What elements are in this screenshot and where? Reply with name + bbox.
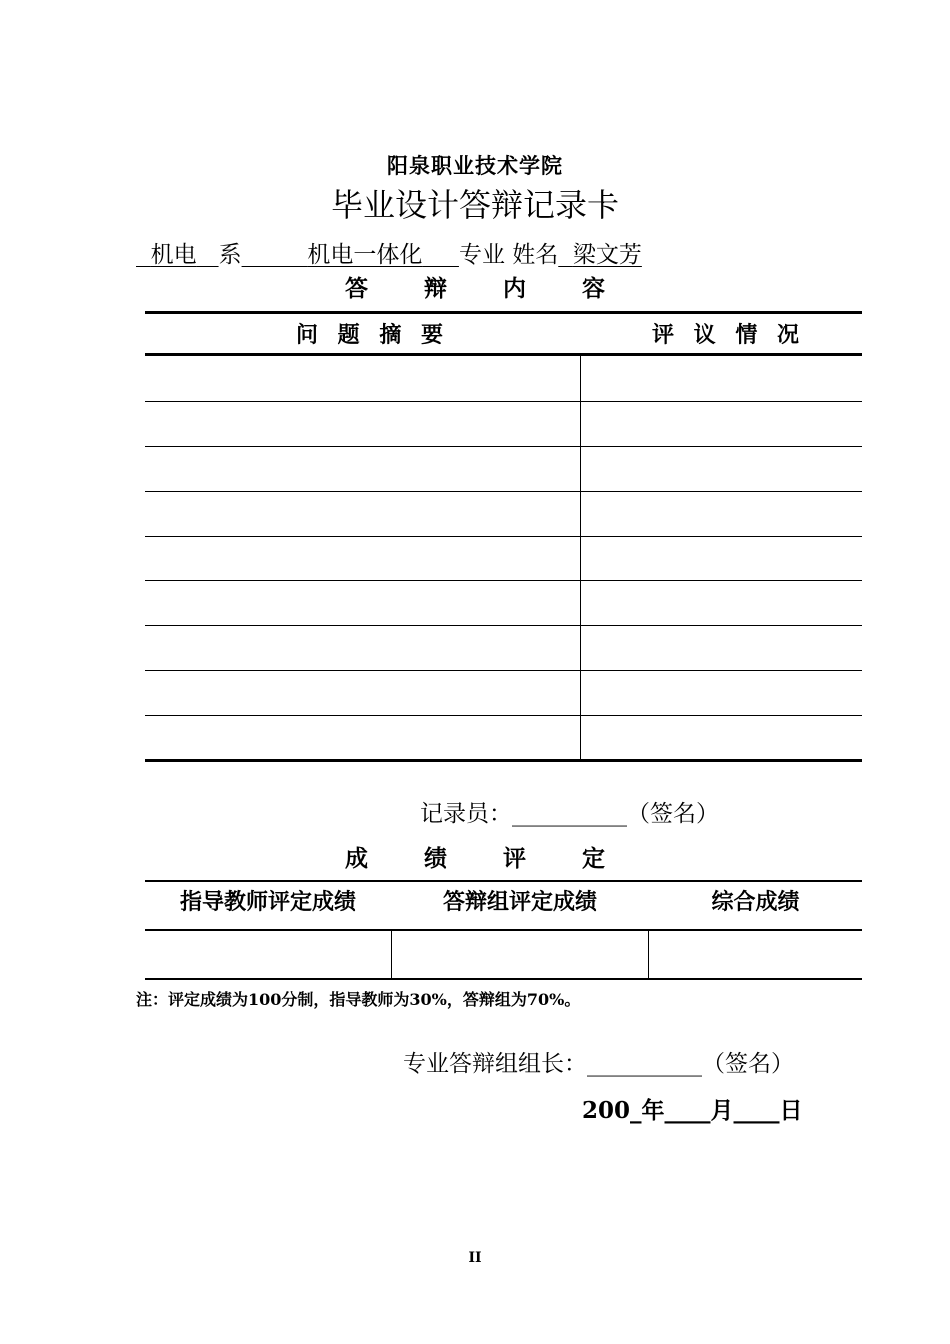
table-bottom-border: [145, 759, 862, 762]
column-divider: [580, 356, 581, 760]
header-bottom-border: [145, 353, 862, 356]
col-question-header: 问 题 摘 要: [296, 322, 449, 348]
table-row-separator: [145, 446, 862, 447]
date-year: 200_年: [582, 1097, 665, 1124]
page-number: II: [468, 1250, 482, 1266]
grading-note: 注：评定成绩为100分制，指导教师为30%，答辩组为70%。: [136, 990, 581, 1009]
table-row-separator: [145, 625, 862, 626]
school-name: 阳泉职业技术学院: [387, 153, 563, 178]
grade-table-top: [145, 880, 862, 882]
name-label: 姓名: [512, 242, 559, 268]
grade-header-overall: 综合成绩: [711, 889, 800, 915]
major-value-wrap: [242, 242, 459, 268]
table-top-border: [145, 311, 862, 314]
department-value: 机电: [150, 242, 197, 268]
table-row-separator: [145, 670, 862, 671]
grade-section-title: 成 绩 评 定: [344, 845, 630, 872]
table-row-separator: [145, 401, 862, 402]
col-comment-header: 评 议 情 况: [652, 322, 805, 348]
department-suffix: 系: [218, 242, 242, 268]
leader-signature: [403, 1045, 794, 1078]
date-line: [582, 1092, 803, 1125]
recorder-blank[interactable]: __________: [512, 801, 627, 827]
name-value: 梁文芳: [572, 242, 642, 268]
grade-divider-2: [648, 931, 649, 979]
table-row-separator: [145, 715, 862, 716]
grade-table-bottom: [145, 978, 862, 980]
name-value-wrap: [558, 242, 642, 268]
table-row-separator: [145, 580, 862, 581]
date-day: 日: [779, 1097, 803, 1124]
form-title: 毕业设计答辩记录卡: [330, 186, 619, 224]
grade-header-advisor: 指导教师评定成绩: [179, 889, 356, 915]
table-row-separator: [145, 536, 862, 537]
defense-section-title: 答 辩 内 容: [344, 275, 630, 302]
leader-sign-hint: （签名）: [702, 1051, 794, 1077]
date-month: 月: [710, 1097, 734, 1124]
grade-divider-1: [391, 931, 392, 979]
recorder-signature: [420, 795, 719, 828]
major-suffix: 专业: [458, 242, 505, 268]
student-info-line: [136, 240, 642, 270]
leader-blank[interactable]: __________: [587, 1051, 702, 1077]
department-value-wrap: [136, 242, 219, 268]
recorder-sign-hint: （签名）: [627, 801, 719, 827]
date-day-blank[interactable]: ____: [733, 1097, 780, 1124]
grade-header-bottom: [145, 929, 862, 931]
recorder-label: 记录员：: [420, 801, 512, 827]
grade-header-committee: 答辩组评定成绩: [442, 889, 597, 915]
table-row-separator: [145, 491, 862, 492]
date-month-blank[interactable]: ____: [664, 1097, 711, 1124]
leader-label: 专业答辩组组长：: [403, 1051, 587, 1077]
major-value: 机电一体化: [307, 242, 423, 268]
